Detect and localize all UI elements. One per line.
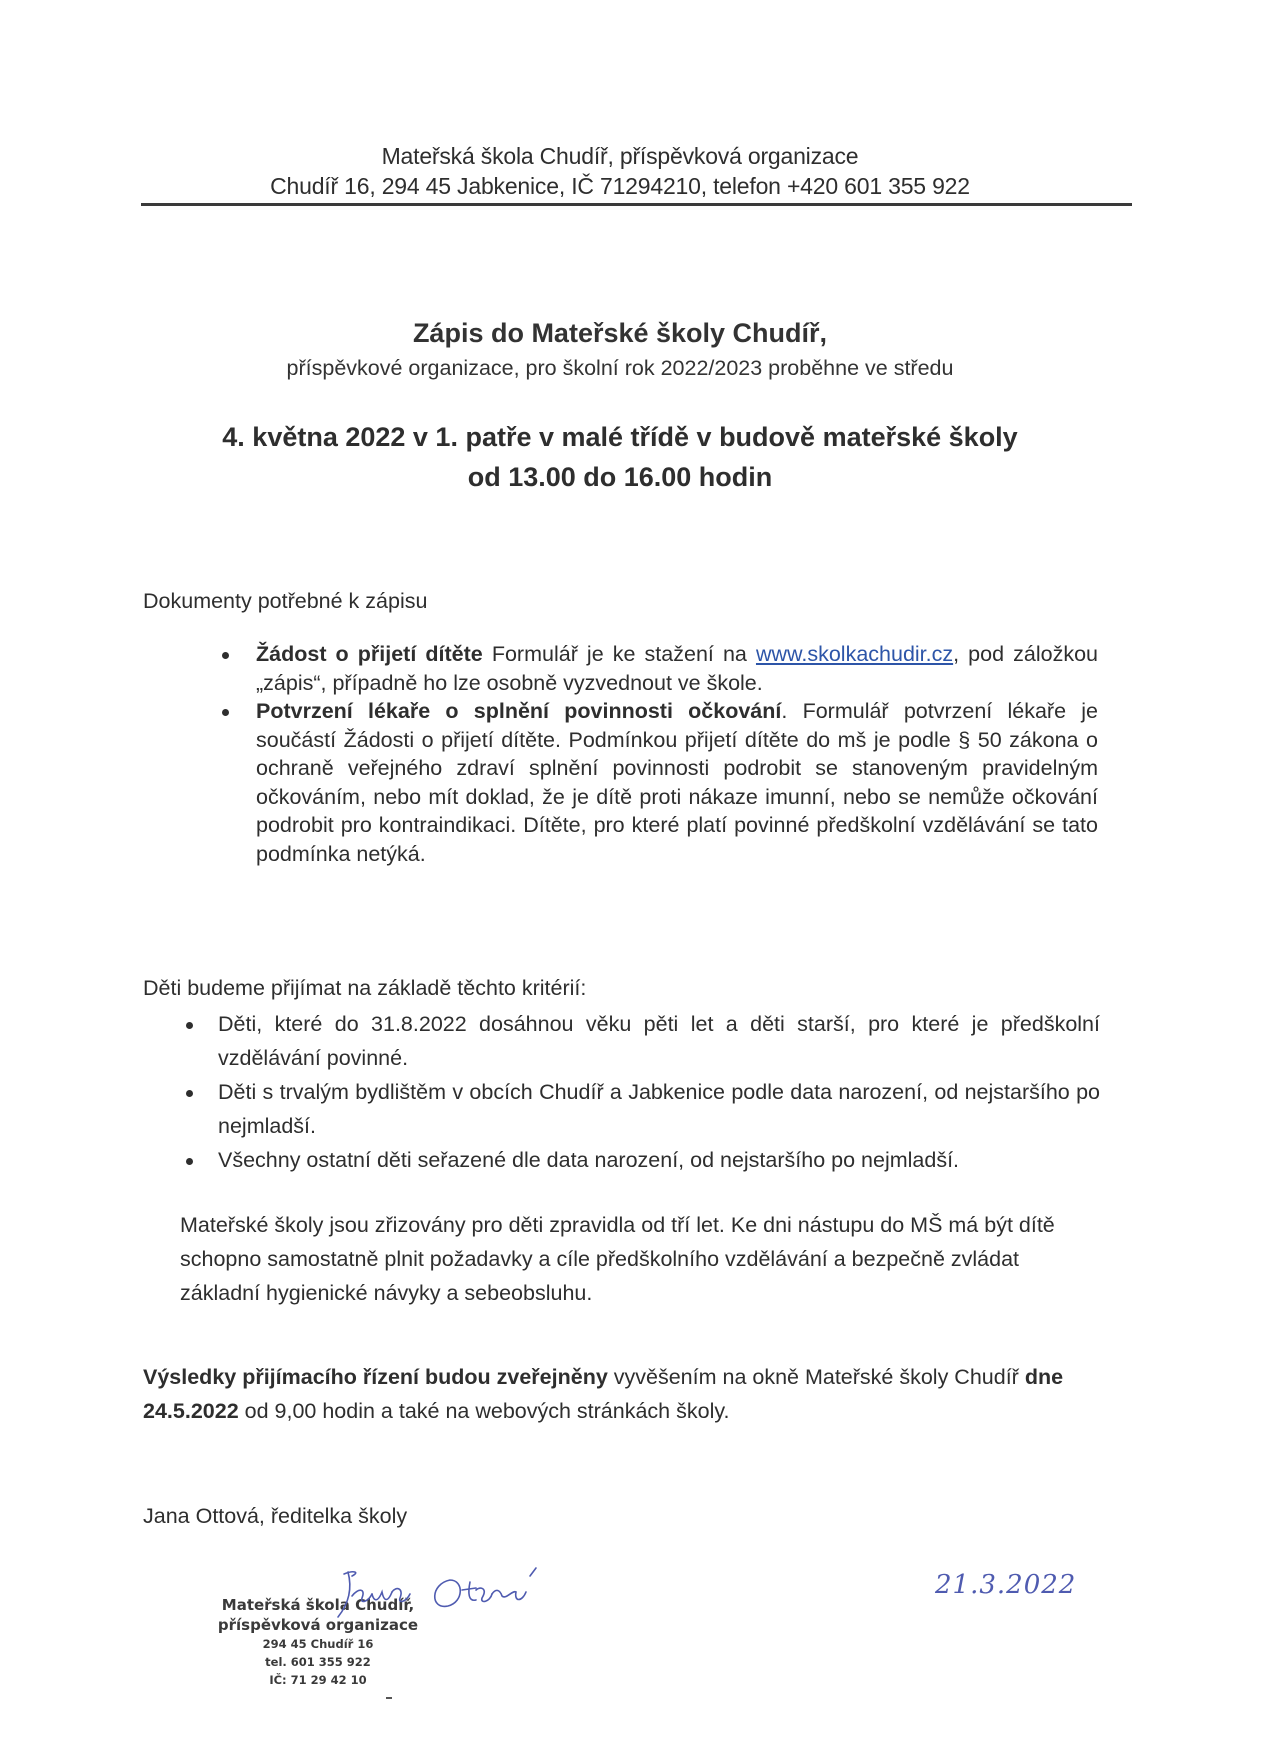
document-description: . Formulář potvrzení lékaře je součástí Žádosti o přijetí dítěte. Podmínkou přijetí dítěte do mš je podle § 50 zákona o ochraně veřejného zdraví splnění povinnosti podrobit se stanoveným pravidelným očkováním, nebo mít doklad, že je dítě proti nákaze imunní, nebo se nemůže očkování podrobit pro kontraindikaci. Dítěte, pro které platí povinné předškolní vzdělávání se tato podmínka netýká. (256, 699, 1099, 866)
stamp-line: 294 45 Chudíř 16 (262, 1637, 374, 1651)
criteria-list-item (182, 1143, 1100, 1177)
stamp-line: IČ: 71 29 42 10 (269, 1673, 367, 1687)
enrollment-time: od 13.00 do 16.00 hodin (467, 462, 773, 492)
results-date: dne 24.5.2022 (143, 1365, 1064, 1423)
stamp-line: tel. 601 355 922 (265, 1655, 371, 1669)
results-text: od 9,00 hodin a také na webových stránkách školy. (238, 1399, 730, 1423)
document-subtitle: příspěvkové organizace, pro školní rok 2022/2023 proběhne ve středu (286, 356, 954, 380)
handwritten-signature-icon (330, 1562, 560, 1622)
document-title: Zápis do Mateřské školy Chudíř, (412, 318, 828, 348)
results-text: vyvěšením na okně Mateřské školy Chudíř (607, 1365, 1025, 1389)
signatory-name: Jana Ottová, ředitelka školy (143, 1504, 408, 1528)
criteria-heading: Děti budeme přijímat na základě těchto kritérií: (143, 976, 587, 1000)
criteria-text: Všechny ostatní děti seřazené dle data narození, od nejstaršího po nejmladší. (218, 1148, 960, 1172)
document-description: Formulář je ke stažení na (482, 642, 756, 666)
letterhead-address: Chudíř 16, 294 45 Jabkenice, IČ 71294210, telefon +420 601 355 922 (270, 173, 970, 199)
bullet-icon (186, 1158, 193, 1165)
bullet-icon (222, 709, 229, 716)
bullet-icon (186, 1022, 193, 1029)
bullet-icon (186, 1090, 193, 1097)
criteria-list-item (182, 1007, 1100, 1075)
scan-artifact (386, 1697, 392, 1699)
letterhead-divider (141, 203, 1132, 206)
document-description: , pod záložkou „zápis“, případně ho lze osobně vyzvednout ve škole. (256, 642, 1099, 695)
handwritten-date: 21.3.2022 (935, 1570, 1077, 1600)
document-name: Žádost o přijetí dítěte (256, 642, 483, 666)
documents-list (218, 640, 1098, 868)
criteria-text: Děti s trvalým bydlištěm v obcích Chudíř a Jabkenice podle data narození, od nejstaršího po nejmladší. (218, 1080, 1100, 1138)
info-paragraph: Mateřské školy jsou zřizovány pro děti zpravidla od tří let. Ke dni nástupu do MŠ má být dítě schopno samostatně plnit požadavky a cíle předškolního vzdělávání a bezpečně zvládat základní hygienické návyky a sebeobsluhu. (180, 1213, 1055, 1305)
results-paragraph (143, 1360, 1103, 1428)
criteria-text: Děti, které do 31.8.2022 dosáhnou věku pěti let a děti starší, pro které je předškolní vzdělávání povinné. (218, 1012, 1100, 1070)
results-announcement: Výsledky přijímacího řízení budou zveřejněny (143, 1365, 608, 1389)
documents-list-item (218, 640, 1098, 697)
documents-list-item (218, 697, 1098, 868)
enrollment-date-place: 4. května 2022 v 1. patře v malé třídě v budově mateřské školy (222, 422, 1018, 452)
bullet-icon (222, 652, 229, 659)
document-name: Potvrzení lékaře o splnění povinnosti očkování (256, 699, 782, 723)
school-website-link[interactable]: www.skolkachudir.cz (755, 642, 954, 666)
stamp-line: příspěvková organizace (217, 1616, 419, 1634)
criteria-list-item (182, 1075, 1100, 1143)
letterhead-organization: Mateřská škola Chudíř, příspěvková organizace (381, 143, 859, 169)
stamp-line: Mateřská škola Chudíř, (221, 1596, 415, 1614)
criteria-list (182, 1007, 1100, 1177)
documents-heading: Dokumenty potřebné k zápisu (143, 589, 428, 613)
